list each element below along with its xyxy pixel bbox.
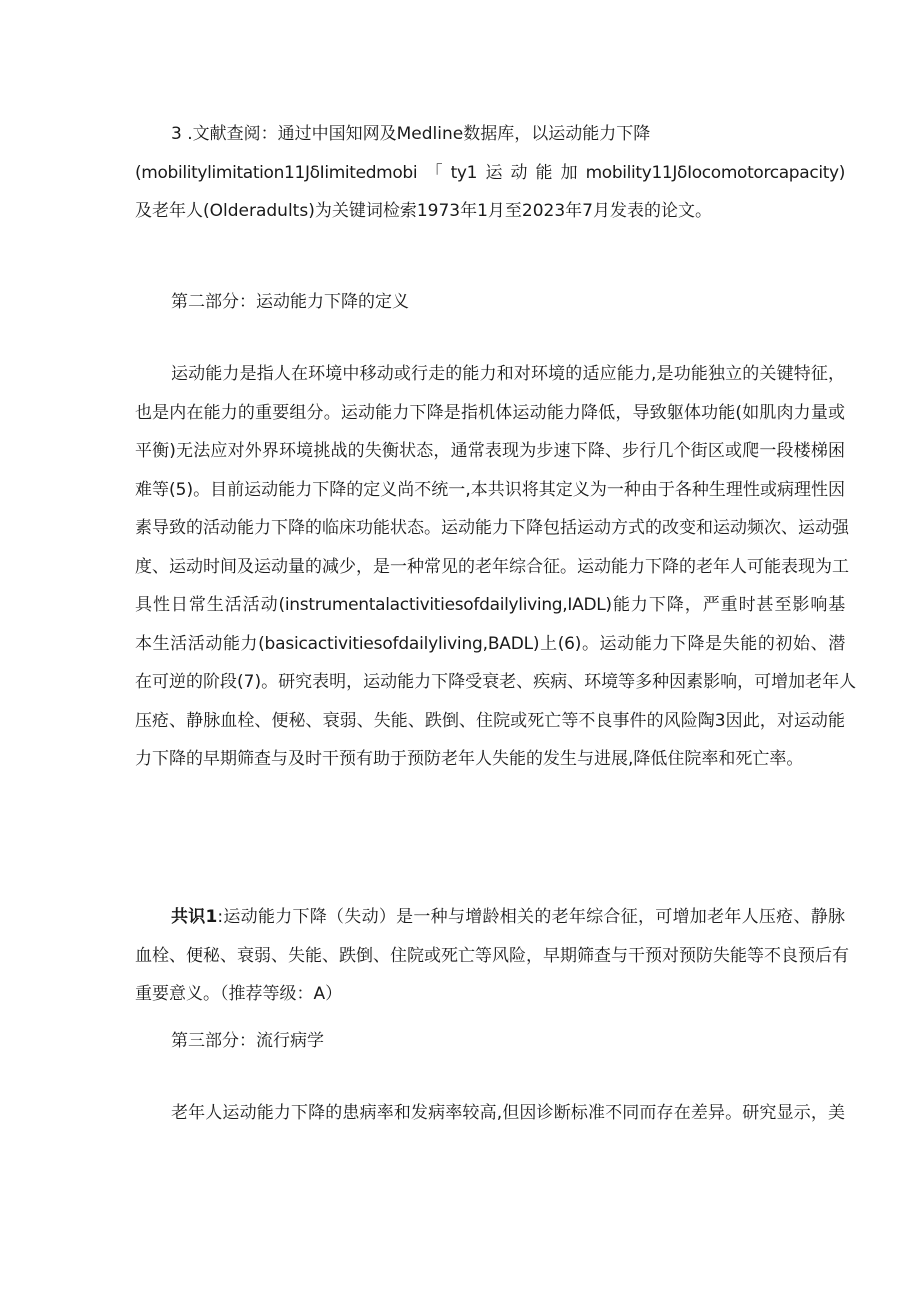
methods-paragraph bbox=[135, 115, 845, 231]
consensus-line-3: 重要意义。（推荐等级：A） bbox=[135, 984, 343, 1004]
consensus-text: :运动能力下降（失动）是一种与增龄相关的老年综合征，可增加老年人压疮、静脉 bbox=[217, 907, 845, 927]
definition-line: 度、运动时间及运动量的减少，是一种常见的老年综合征。运动能力下降的老年人可能表现为工 bbox=[135, 556, 849, 577]
definition-paragraph bbox=[135, 355, 857, 779]
methods-line-1: 3 .文献查阅：通过中国知网及Medline数据库，以运动能力下降 bbox=[171, 124, 651, 144]
consensus-line-1 bbox=[135, 898, 845, 937]
consensus-1-paragraph bbox=[135, 898, 849, 1014]
epidemiology-line-1: 老年人运动能力下降的患病率和发病率较高,但因诊断标准不同而存在差异。研究显示，美 bbox=[171, 1103, 845, 1123]
definition-line: 压疮、静脉血栓、便秘、衰弱、失能、跌倒、住院或死亡等不良事件的风险陶3因此，对运动能 bbox=[135, 710, 845, 731]
definition-line: 素导致的活动能力下降的临床功能状态。运动能力下降包括运动方式的改变和运动频次、运动强 bbox=[135, 518, 849, 538]
consensus-label: 共识1 bbox=[171, 907, 218, 927]
definition-line: 平衡)无法应对外界环境挑战的失衡状态，通常表现为步速下降、步行几个街区或爬一段楼梯困 bbox=[135, 441, 845, 461]
definition-line: 在可逆的阶段(7)。研究表明，运动能力下降受衰老、疾病、环境等多种因素影响，可增加老年人 bbox=[135, 672, 857, 692]
definition-line: 力下降的早期筛查与及时干预有助于预防老年人失能的发生与进展,降低住院率和死亡率。 bbox=[135, 749, 804, 769]
methods-line-2: (mobilitylimitation11JδIimitedmobi「ty1运动能加mobility11JδIocomotorcapacity) bbox=[135, 162, 845, 183]
epidemiology-paragraph bbox=[135, 1094, 845, 1133]
definition-line: 具性日常生活活动(instrumentalactivitiesofdailyliving,IADL)能力下降，严重时甚至影响基 bbox=[135, 595, 845, 615]
consensus-line-2: 血栓、便秘、衰弱、失能、跌倒、住院或死亡等风险，早期筛查与干预对预防失能等不良预后有 bbox=[135, 945, 849, 966]
definition-line: 难等(5)。目前运动能力下降的定义尚不统一,本共识将其定义为一种由于各种生理性或病理性因 bbox=[135, 479, 845, 500]
methods-line-3: 及老年人(Olderadults)为关键词检索1973年1月至2023年7月发表的论文。 bbox=[135, 201, 712, 221]
section-3-heading: 第三部分：流行病学 bbox=[171, 1031, 324, 1051]
definition-line: 本生活活动能力(basicactivitiesofdailyliving,BADL)上(6)。运动能力下降是失能的初始、潜 bbox=[135, 633, 845, 654]
definition-line: 运动能力是指人在环境中移动或行走的能力和对环境的适应能力,是功能独立的关键特征， bbox=[171, 364, 845, 384]
definition-line: 也是内在能力的重要组分。运动能力下降是指机体运动能力降低，导致躯体功能(如肌肉力量或 bbox=[135, 402, 845, 423]
section-2-heading: 第二部分：运动能力下降的定义 bbox=[171, 292, 409, 312]
